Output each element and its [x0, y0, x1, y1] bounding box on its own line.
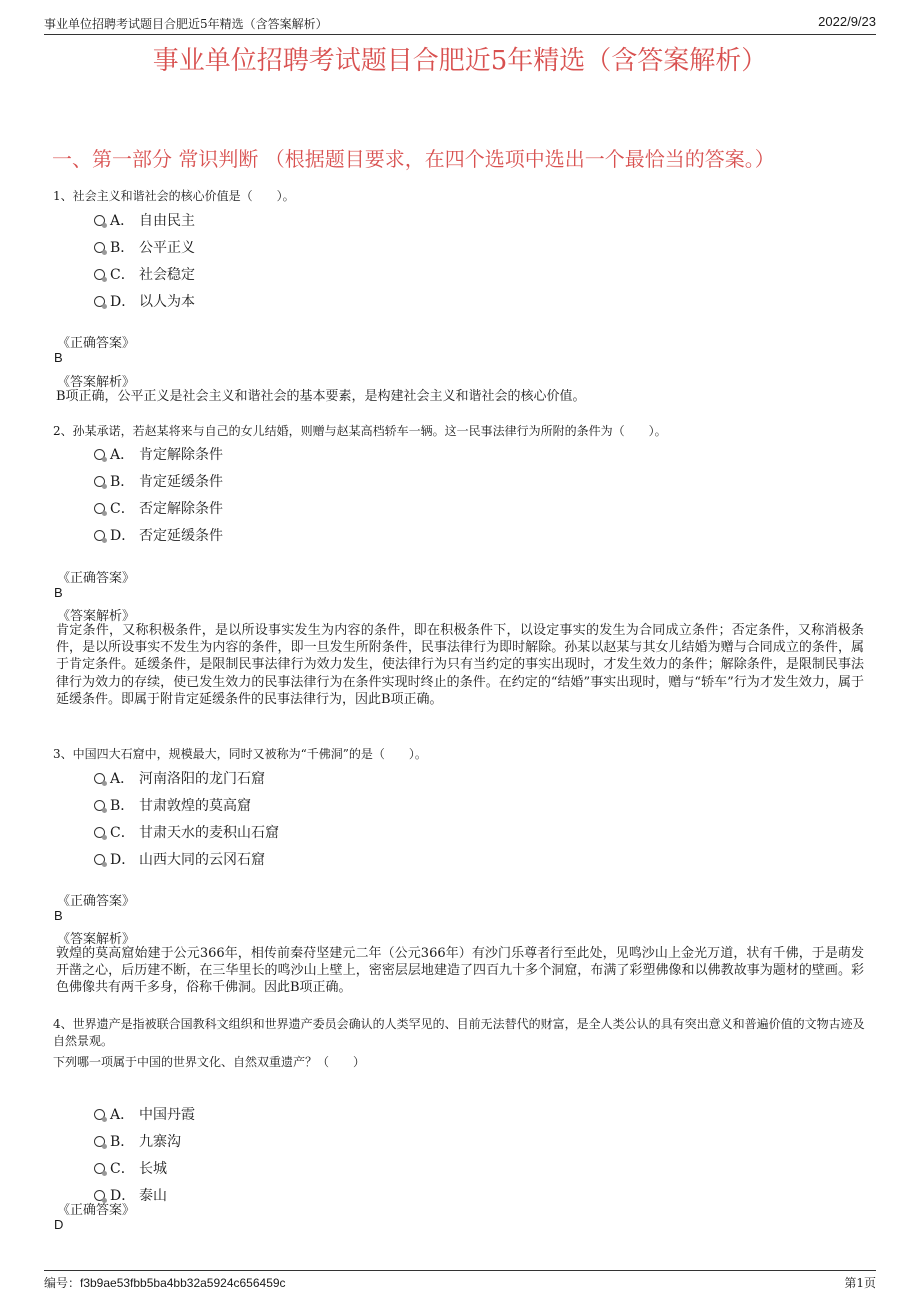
- correct-answer: B: [54, 350, 63, 365]
- option-b[interactable]: B． 公平正义: [94, 237, 195, 255]
- section-heading: 一、第一部分 常识判断 （根据题目要求，在四个选项中选出一个最恰当的答案。）: [52, 147, 775, 171]
- option-d[interactable]: D． 泰山: [94, 1185, 167, 1203]
- radio-icon[interactable]: [94, 269, 105, 280]
- radio-icon[interactable]: [94, 242, 105, 253]
- correct-answer-label: 《正确答案》: [57, 336, 136, 351]
- option-d[interactable]: D． 山西大同的云冈石窟: [94, 849, 265, 867]
- option-b[interactable]: B． 九寨沟: [94, 1131, 181, 1149]
- radio-icon[interactable]: [94, 503, 105, 514]
- option-a[interactable]: A． 自由民主: [94, 210, 195, 228]
- correct-answer: B: [54, 585, 63, 600]
- analysis-text: B项正确，公平正义是社会主义和谐社会的基本要素，是构建社会主义和谐社会的核心价值。: [56, 389, 586, 404]
- question-text: 3、中国四大石窟中，规模最大，同时又被称为“千佛洞”的是（ ）。: [53, 747, 427, 761]
- radio-icon[interactable]: [94, 296, 105, 307]
- analysis-text: 肯定条件，又称积极条件，是以所设事实发生为内容的条件，即在积极条件下，以设定事实的发生为合同成立条件；否定条件，又称消极条件，是以所设事实不发生为内容的条件，即一旦发生所附条件，民事法律行为即时解除。孙某以赵某与其女儿结婚为赠与合同成立的条件，属于肯定条件。延缓条件，是限制民事法律行为效力发生，使法律行为只有当约定的事实出现时，才发生效力的条件；解除条件，是限制民事法律行为效力的存续，使已发生效力的民事法律行为在条件实现时终止的条件。在约定的“结婚”事实出现时，赠与“轿车”行为才发生效力，属于延缓条件。即属于附肯定延缓条件的民事法律行为，因此B项正确。: [56, 623, 864, 707]
- question-text: 2、孙某承诺，若赵某将来与自己的女儿结婚，则赠与赵某高档轿车一辆。这一民事法律行为所附的条件为（ ）。: [53, 424, 667, 438]
- page-header: [44, 12, 876, 35]
- analysis-label: 《答案解析》: [57, 609, 136, 624]
- correct-answer: D: [54, 1217, 64, 1232]
- correct-answer-label: 《正确答案》: [57, 894, 136, 909]
- radio-icon[interactable]: [94, 449, 105, 460]
- radio-icon[interactable]: [94, 827, 105, 838]
- radio-icon[interactable]: [94, 800, 105, 811]
- option-c[interactable]: C． 否定解除条件: [94, 498, 223, 516]
- page-title: 事业单位招聘考试题目合肥近5年精选（含答案解析）: [152, 46, 768, 76]
- option-b[interactable]: B． 肯定延缓条件: [94, 471, 223, 489]
- radio-icon[interactable]: [94, 1109, 105, 1120]
- radio-icon[interactable]: [94, 773, 105, 784]
- radio-icon[interactable]: [94, 854, 105, 865]
- option-a[interactable]: A． 中国丹霞: [94, 1104, 195, 1122]
- option-d[interactable]: D． 以人为本: [94, 291, 195, 309]
- header-date: 2022/9/23: [818, 14, 876, 29]
- radio-icon[interactable]: [94, 215, 105, 226]
- footer-page-number: 第1页: [844, 1276, 876, 1290]
- option-c[interactable]: C． 长城: [94, 1158, 167, 1176]
- question-text: 4、世界遗产是指被联合国教科文组织和世界遗产委员会确认的人类罕见的、目前无法替代的财富，是全人类公认的具有突出意义和普遍价值的文物古迹及自然景观。: [53, 1017, 865, 1048]
- question-subtext: 下列哪一项属于中国的世界文化、自然双重遗产？（ ）: [53, 1055, 366, 1069]
- question-text: 1、社会主义和谐社会的核心价值是（ ）。: [53, 189, 295, 203]
- option-b[interactable]: B． 甘肃敦煌的莫高窟: [94, 795, 251, 813]
- option-c[interactable]: C． 社会稳定: [94, 264, 195, 282]
- correct-answer: B: [54, 908, 63, 923]
- radio-icon[interactable]: [94, 476, 105, 487]
- correct-answer-label: 《正确答案》: [57, 1203, 136, 1218]
- radio-icon[interactable]: [94, 530, 105, 541]
- page-footer: [44, 1270, 876, 1291]
- analysis-text: 敦煌的莫高窟始建于公元366年，相传前秦苻坚建元二年（公元366年）有沙门乐尊者行至此处，见鸣沙山上金光万道，状有千佛，于是萌发开凿之心，后历建不断，在三华里长的鸣沙山上壁上，密密层层地建造了四百九十多个洞窟，布满了彩塑佛像和以佛教故事为题材的壁画。彩色佛像共有两千多身，俗称千佛洞。因此B项正确。: [56, 946, 864, 996]
- option-c[interactable]: C． 甘肃天水的麦积山石窟: [94, 822, 279, 840]
- option-a[interactable]: A． 河南洛阳的龙门石窟: [94, 768, 265, 786]
- analysis-label: 《答案解析》: [57, 375, 136, 390]
- footer-doc-id: 编号：f3b9ae53fbb5ba4bb32a5924c656459c: [44, 1276, 286, 1290]
- option-a[interactable]: A． 肯定解除条件: [94, 444, 223, 462]
- correct-answer-label: 《正确答案》: [57, 571, 136, 586]
- radio-icon[interactable]: [94, 1136, 105, 1147]
- option-d[interactable]: D． 否定延缓条件: [94, 525, 223, 543]
- analysis-label: 《答案解析》: [57, 932, 136, 947]
- header-doc-title: 事业单位招聘考试题目合肥近5年精选（含答案解析）: [44, 17, 328, 31]
- radio-icon[interactable]: [94, 1163, 105, 1174]
